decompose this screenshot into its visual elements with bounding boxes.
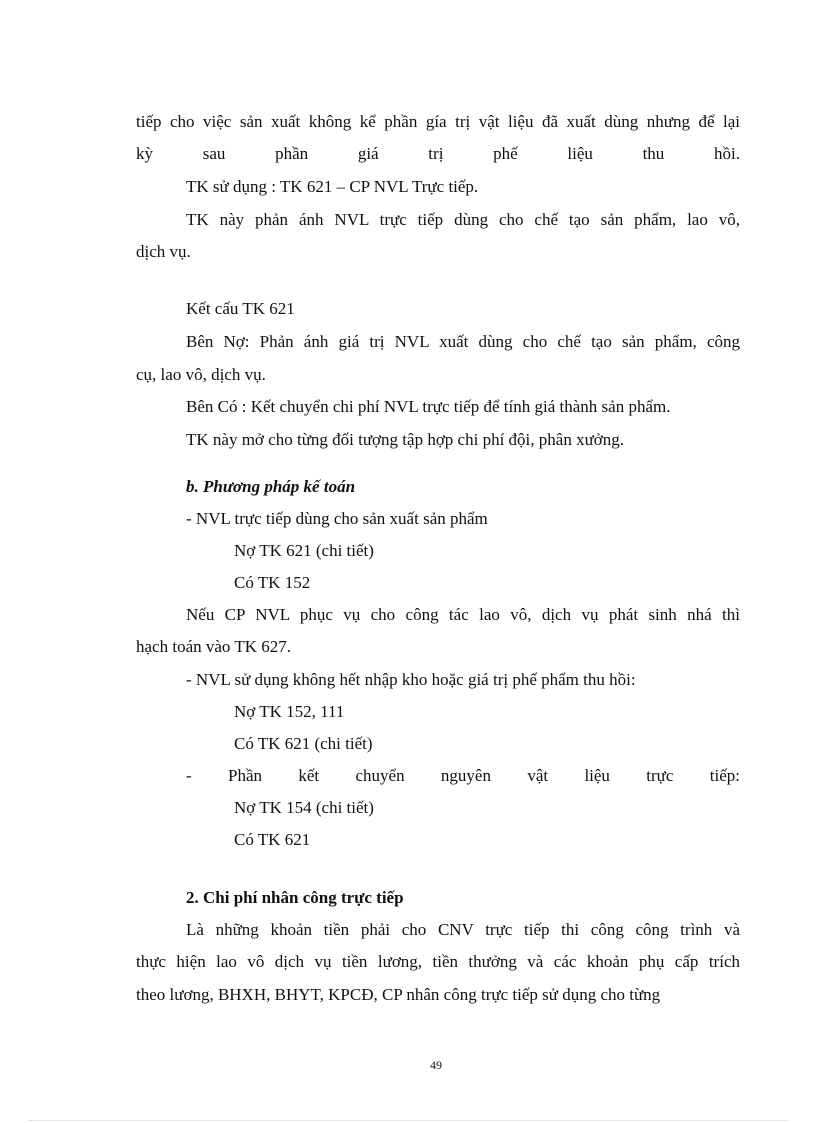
entry-line: Nợ TK 154 (chi tiết) xyxy=(234,798,374,817)
text-line: Nếu CP NVL phục vụ cho công tác lao vô, dịch vụ phát sinh nhá thì xyxy=(186,605,740,624)
text-line: Bên Có : Kết chuyển chi phí NVL trực tiếp để tính giá thành sản phẩm. xyxy=(186,397,671,416)
subsection-heading: b. Phương pháp kế toán xyxy=(186,477,356,496)
text-line: cụ, lao vô, dịch vụ. xyxy=(136,365,266,384)
text-line: - NVL trực tiếp dùng cho sản xuất sản phẩm xyxy=(186,509,488,528)
text-line: TK này mở cho từng đối tượng tập hợp chi phí đội, phân xưởng. xyxy=(186,430,625,449)
entry-line: Nợ TK 152, 111 xyxy=(234,702,345,721)
section-label: Kết cấu TK 621 xyxy=(186,299,295,318)
text-line: thực hiện lao vô dịch vụ tiền lương, tiền thưởng và các khoản phụ cấp trích xyxy=(136,952,740,971)
text-line: Bên Nợ: Phản ánh giá trị NVL xuất dùng cho chế tạo sản phẩm, công xyxy=(186,332,740,351)
text-line: - NVL sử dụng không hết nhập kho hoặc giá trị phế phẩm thu hồi: xyxy=(186,670,636,689)
text-line: TK sử dụng : TK 621 – CP NVL Trực tiếp. xyxy=(186,177,479,196)
entry-line: Có TK 152 xyxy=(234,573,311,592)
page-number: 49 xyxy=(430,1058,442,1072)
text-line: dịch vụ. xyxy=(136,242,191,261)
text-line: kỳ sau phần giá trị phế liệu thu hồi. xyxy=(136,144,740,163)
text-line: hạch toán vào TK 627. xyxy=(136,637,292,656)
entry-line: Nợ TK 621 (chi tiết) xyxy=(234,541,374,560)
text-line: tiếp cho việc sản xuất không kể phần gía trị vật liệu đã xuất dùng nhưng để lại xyxy=(136,112,740,131)
entry-line: Có TK 621 xyxy=(234,830,311,849)
text-line: theo lương, BHXH, BHYT, KPCĐ, CP nhân công trực tiếp sử dụng cho từng xyxy=(136,985,661,1004)
text-line: TK này phản ánh NVL trực tiếp dùng cho chế tạo sản phẩm, lao vô, xyxy=(186,210,740,229)
text-line: - Phần kết chuyển nguyên vật liệu trực tiếp: xyxy=(186,766,740,785)
footer-divider xyxy=(28,1120,788,1121)
entry-line: Có TK 621 (chi tiết) xyxy=(234,734,373,753)
text-line: Là những khoản tiền phải cho CNV trực tiếp thi công công trình và xyxy=(186,920,740,939)
section-heading: 2. Chi phí nhân công trực tiếp xyxy=(186,888,404,907)
